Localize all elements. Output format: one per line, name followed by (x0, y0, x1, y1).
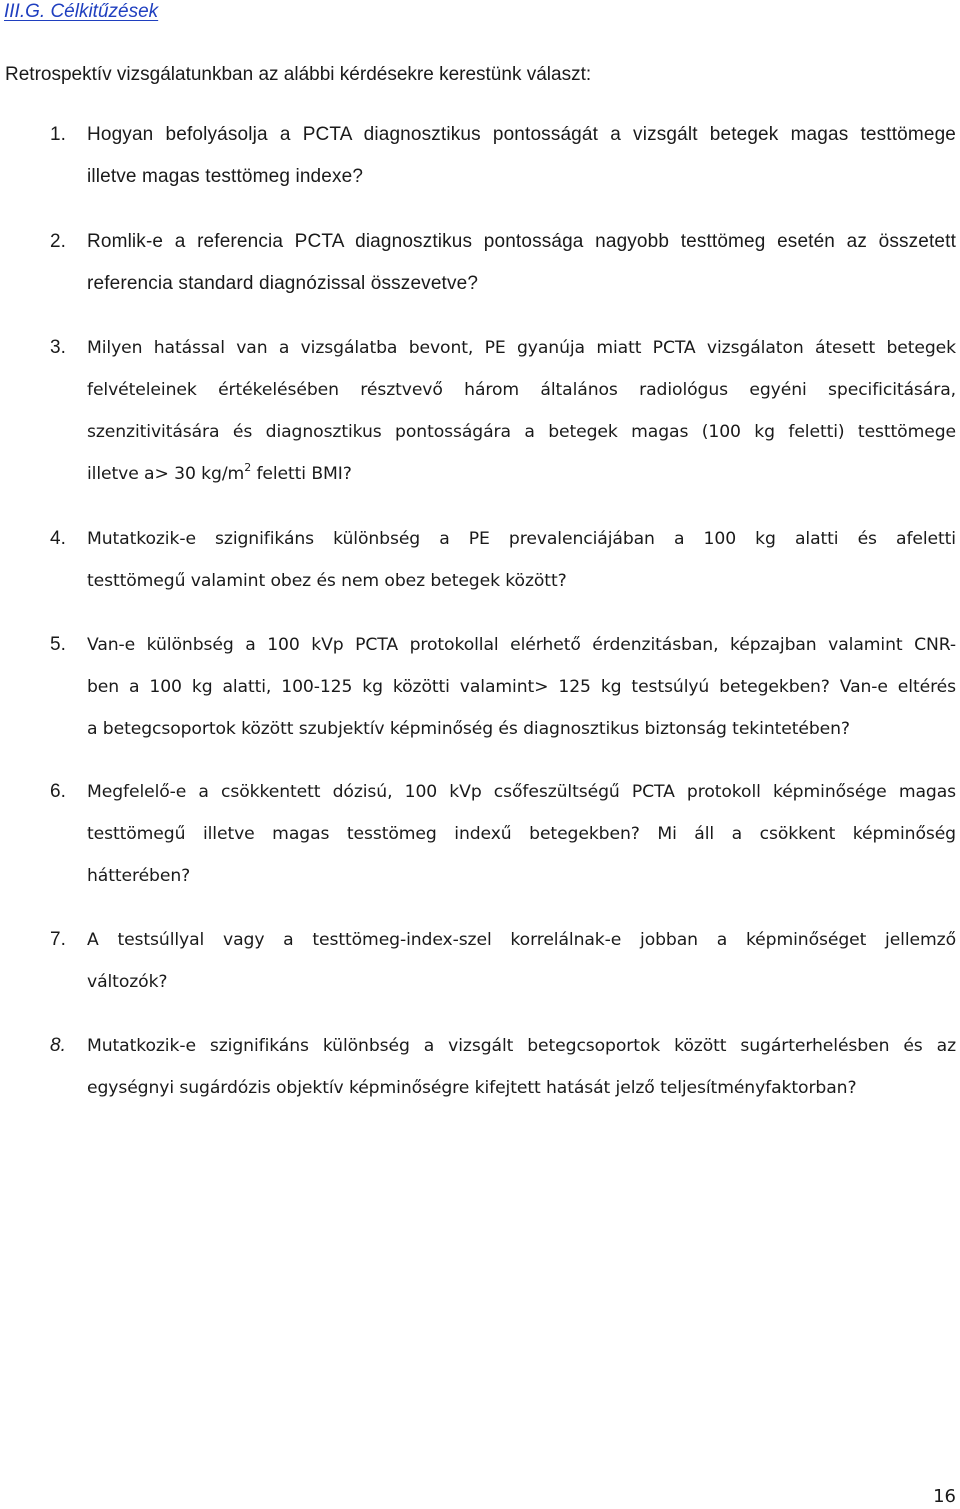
question-number: 6. (50, 781, 66, 802)
question-line-text: feletti BMI? (251, 464, 352, 484)
question-text (87, 327, 956, 495)
question-line: testtömegű valamint obez és nem obez betegek között? (87, 571, 567, 591)
question-text (87, 114, 956, 198)
intro-paragraph: Retrospektív vizsgálatunkban az alábbi kérdésekre kerestünk választ: (5, 64, 592, 85)
question-line: Romlik-e a referencia PCTA diagnosztikus pontossága nagyobb testtömeg esetén az összetett (87, 231, 956, 252)
question-text (87, 221, 956, 305)
question-line: Mutatkozik-e szignifikáns különbség a PE prevalenciájában a 100 kg alatti és afeletti (87, 529, 956, 549)
question-line (87, 453, 956, 495)
question-line: egységnyi sugárdózis objektív képminőségre kifejtett hatását jelző teljesítményfaktorban? (87, 1078, 857, 1098)
question-line-text: illetve a> 30 kg/m (87, 464, 245, 484)
question-text (87, 624, 956, 750)
question-line: változók? (87, 972, 168, 992)
question-line: testtömegű illetve magas tesstömeg indexű betegekben? Mi áll a csökkent képminőség (87, 824, 956, 844)
question-number: 7. (50, 929, 66, 950)
question-line: Mutatkozik-e szignifikáns különbség a vizsgált betegcsoportok között sugárterhelésben és az (87, 1036, 956, 1056)
question-line: hátterében? (87, 866, 191, 886)
question-number: 5. (50, 634, 66, 655)
question-line: szenzitivitására és diagnosztikus pontosságára a betegek magas (100 kg feletti) testtömege (87, 422, 956, 442)
question-text (87, 518, 956, 602)
question-line: felvételeinek értékelésében résztvevő három általános radiológus egyéni specificitására, (87, 380, 956, 400)
question-line: Hogyan befolyásolja a PCTA diagnosztikus pontosságát a vizsgált betegek magas testtömege (87, 124, 956, 145)
question-line: Milyen hatással van a vizsgálatba bevont, PE gyanúja miatt PCTA vizsgálaton átesett betegek (87, 338, 956, 358)
question-number: 8. (50, 1035, 66, 1056)
question-line: illetve magas testtömeg indexe? (87, 166, 364, 187)
section-heading: III.G. Célkitűzések (4, 1, 159, 22)
question-text (87, 771, 956, 897)
question-line: ben a 100 kg alatti, 100-125 kg közötti valamint> 125 kg testsúlyú betegekben? Van-e eltérés (87, 677, 956, 697)
question-line: A testsúllyal vagy a testtömeg-index-szel korrelálnak-e jobban a képminőséget jellemző (87, 930, 956, 950)
question-number: 3. (50, 337, 66, 358)
question-text (87, 1025, 956, 1109)
question-line: Van-e különbség a 100 kVp PCTA protokollal elérhető érdenzitásban, képzajban valamint CNR- (87, 635, 956, 655)
superscript: 2 (244, 461, 252, 474)
question-number: 2. (50, 231, 66, 252)
question-number: 4. (50, 528, 66, 549)
question-line: Megfelelő-e a csökkentett dózisú, 100 kVp csőfeszültségű PCTA protokoll képminősége magas (87, 782, 956, 802)
question-number: 1. (50, 124, 66, 145)
question-text (87, 919, 956, 1003)
page-number: 16 (933, 1486, 956, 1507)
question-line: a betegcsoportok között szubjektív képminőség és diagnosztikus biztonság tekintetében? (87, 719, 850, 739)
question-line: referencia standard diagnózissal összevetve? (87, 273, 479, 294)
